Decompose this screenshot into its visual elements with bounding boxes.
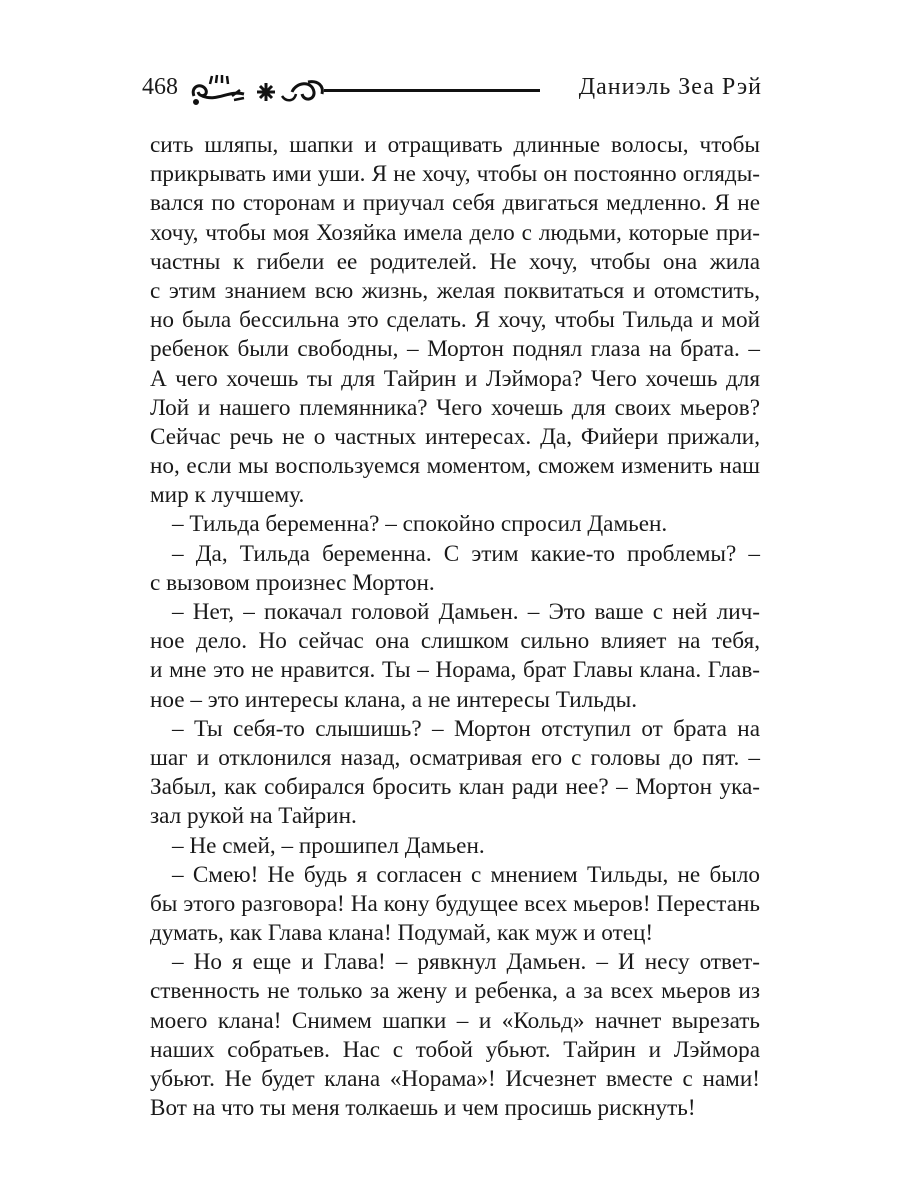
text-line: – Да, Тильда беременна. С этим какие-то проблемы? – (172, 540, 760, 567)
text-line: ребенок были свободны, – Мортон поднял глаза на брата. – (150, 336, 760, 363)
text-line: но, если мы воспользуемся моментом, сможем изменить наш (150, 453, 760, 480)
text-line: убьют. Не будет клана «Норама»! Исчезнет вместе с нами! (150, 1066, 760, 1092)
header-rule (324, 89, 540, 92)
text-line: прикрывать ими уши. Я не хочу, чтобы он постоянно огляды- (150, 161, 760, 188)
text-line: сить шляпы, шапки и отращивать длинные волосы, чтобы (150, 132, 760, 158)
text-line: Вот на что ты меня толкаешь и чем просишь рискнуть! (150, 1095, 696, 1122)
text-line: – Смею! Не будь я согласен с мнением Тильды, не было (172, 861, 760, 888)
text-line: бы этого разговора! На кону будущее всех мьеров! Перестань (150, 890, 760, 917)
text-line: Забыл, как собирался бросить клан ради нее? – Мортон ука- (150, 774, 760, 801)
text-line: и мне это не нравится. Ты – Норама, брат Главы клана. Глав- (150, 657, 760, 684)
text-line: А чего хочешь ты для Тайрин и Лэймора? Чего хочешь для (150, 365, 760, 392)
running-header (142, 72, 762, 108)
text-line: хочу, чтобы моя Хозяйка имела дело с людьми, которые при- (150, 219, 760, 246)
text-line: – Тильда беременна? – спокойно спросил Дамьен. (172, 511, 668, 538)
body-text (150, 131, 760, 1123)
text-line: вался по сторонам и приучал себя двигаться медленно. Я не (150, 190, 760, 217)
text-line: частны к гибели ее родителей. Не хочу, чтобы она жила (150, 248, 760, 275)
text-line: мир к лучшему. (150, 482, 305, 509)
text-line: шаг и отклонился назад, осматривая его с головы до пят. – (150, 744, 760, 771)
text-line: с этим знанием всю жизнь, желая поквитаться и отомстить, (150, 277, 760, 304)
text-line: думать, как Глава клана! Подумай, как муж и отец! (150, 920, 654, 947)
text-line: зал рукой на Тайрин. (150, 803, 357, 830)
page-number: 468 (142, 74, 178, 100)
author-name: Даниэль Зеа Рэй (578, 74, 762, 100)
text-line: ное дело. Но сейчас она слишком сильно влияет на тебя, (150, 628, 760, 655)
text-line: но была бессильна это сделать. Я хочу, чтобы Тильда и мой (150, 307, 760, 334)
text-line: – Не смей, – прошипел Дамьен. (172, 832, 485, 859)
text-line: моего клана! Снимем шапки – и «Кольд» начнет вырезать (150, 1007, 760, 1034)
floral-ornament-icon (188, 72, 328, 108)
text-line: ственность не только за жену и ребенка, а за всех мьеров из (150, 978, 760, 1005)
text-line: – Нет, – покачал головой Дамьен. – Это ваше с ней лич- (172, 599, 760, 625)
text-line: ное – это интересы клана, а не интересы Тильды. (150, 686, 638, 713)
text-line: наших собратьев. Нас с тобой убьют. Тайрин и Лэймора (150, 1036, 760, 1063)
text-line: с вызовом произнес Мортон. (150, 569, 435, 596)
text-line: – Но я еще и Глава! – рявкнул Дамьен. – И несу ответ- (172, 949, 760, 976)
text-line: – Ты себя-то слышишь? – Мортон отступил от брата на (172, 715, 760, 742)
text-line: Сейчас речь не о частных интересах. Да, Фийери прижали, (150, 423, 760, 450)
text-line: Лой и нашего племянника? Чего хочешь для своих мьеров? (150, 394, 760, 421)
